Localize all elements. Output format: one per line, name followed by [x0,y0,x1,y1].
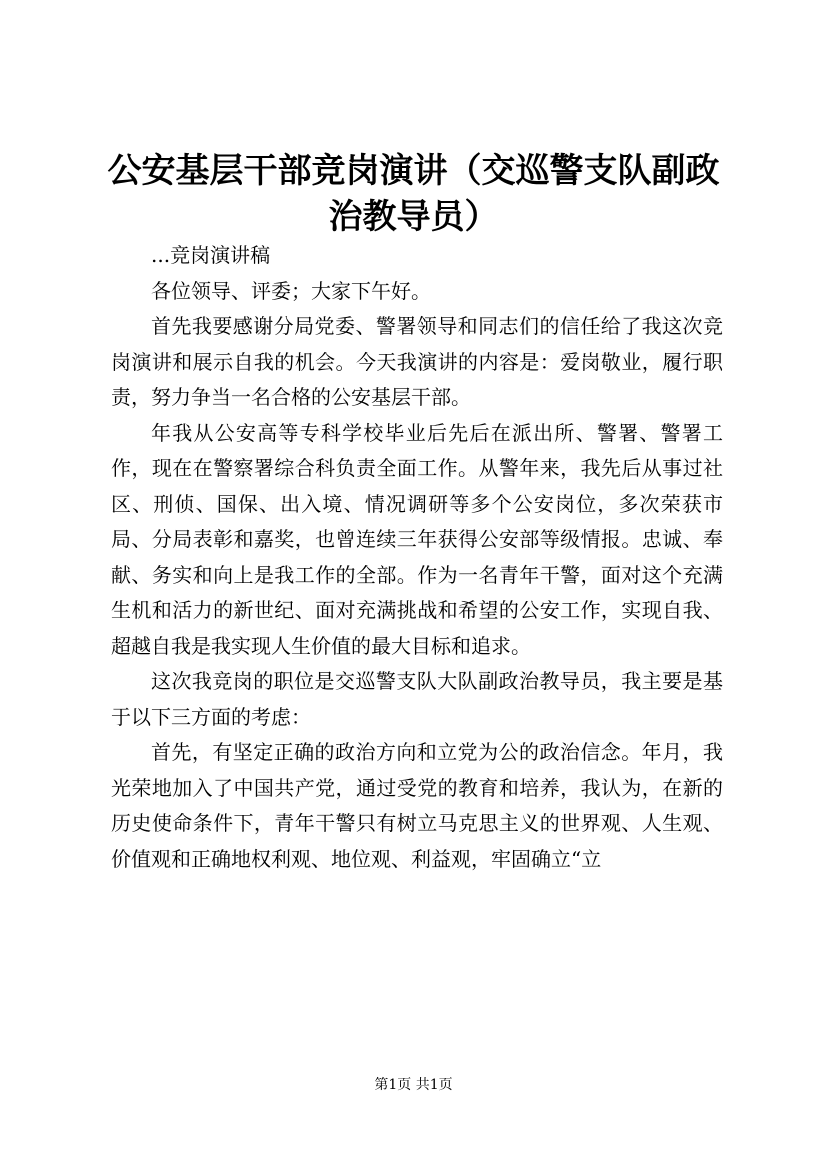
paragraph-greeting: 各位领导、评委；大家下午好。 [151,278,431,303]
paragraph-heading: ...竞岗演讲稿 [151,243,271,267]
paragraph-background: 年我从公安高等专科学校毕业后先后在派出所、警署、警署工作，现在在警察署综合科负责全面工作。从警年来，我先后从事过社区、刑侦、国保、出入境、情况调研等多个公安岗位，多次荣获市局、分局表彰和嘉奖，也曾连续三年获得公安部等级情报。忠诚、奉献、务实和向上是我工作的全部。作为一名青年干警，面对这个充满生机和活力的新世纪、面对充满挑战和希望的公安工作，实现自我、超越自我是我实现人生价值的最大目标和追求。 [111,420,723,658]
paragraph-first-reason: 首先，有坚定正确的政治方向和立党为公的政治信念。年月，我光荣地加入了中国共产党，通过受党的教育和培养，我认为，在新的历史使命条件下，青年干警只有树立马克思主义的世界观、人生观、价值观和正确地权利观、地位观、利益观，牢固确立“立 [111,740,723,871]
document-title: 公安基层干部竞岗演讲（交巡警支队副政治教导员） [107,151,720,237]
paragraph-thanks: 首先我要感谢分局党委、警署领导和同志们的信任给了我这次竞岗演讲和展示自我的机会。今天我演讲的内容是：爱岗敬业，履行职责，努力争当一名合格的公安基层干部。 [111,314,723,409]
document-body [111,238,723,877]
page-footer: 第1页 共1页 [374,1077,453,1093]
paragraph-position: 这次我竞岗的职位是交巡警支队大队副政治教导员，我主要是基于以下三方面的考虑： [111,669,723,729]
